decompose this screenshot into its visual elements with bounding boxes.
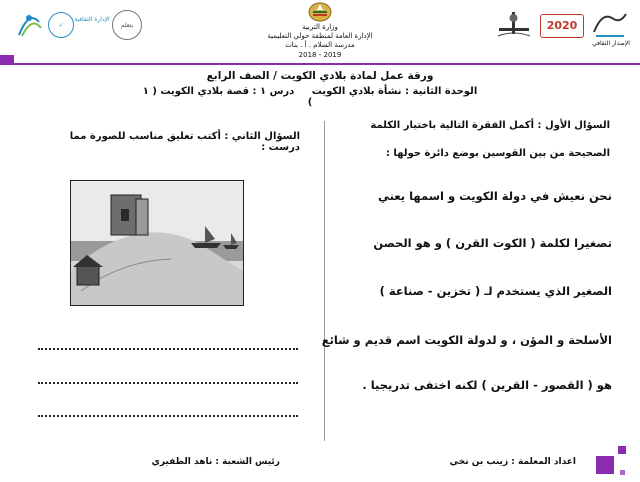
school-name: مدرسة السلام . أ . بنات [285,41,355,49]
cultural-label-right: الإصدار الثقافي [592,40,630,47]
decorative-square-tiny [620,470,625,475]
answer-line-2[interactable] [38,380,298,384]
kuwait-vision-logo [14,10,44,40]
department-head-name: رئيس الشعبة : ناهد الظفيري [151,457,280,467]
question1-line-1: نحن نعيش في دولة الكويت و اسمها يعني [377,189,612,203]
kuwait-fort-image [70,180,244,306]
question1-line-3: الصغير الذي يستخدم لـ ( تخزين - صناعة ) [379,284,612,298]
question1-subtitle: الصحيحة من بين القوسين بوضع دائرة حولها : [385,148,610,159]
unit-lesson-line [140,86,480,108]
teacher-name: اعداد المعلمة : زينب بن نخي [449,457,576,467]
year-2020-logo [540,14,584,38]
learning-label: يتعلم [120,21,134,29]
directorate-name: الإدارة العامة لمنطقة حولي التعليمية [267,32,373,40]
unit-label: الوحدة الثانية : نشأة بلادي الكويت [311,86,478,97]
question1-line-4: الأسلحة و المؤن ، و لدولة الكويت اسم قديم و شائع [321,333,612,347]
column-divider [324,121,325,441]
question2-title: السؤال الثاني : أكتب تعليق مناسب للصورة مما درست : [69,131,300,153]
tower-logo [494,8,534,44]
answer-line-3[interactable] [38,413,298,417]
answer-line-1[interactable] [38,346,298,350]
culture-logo: ✓ [48,12,74,38]
question1-line-5: هو ( القصور - القرين ) لكنه اختفى تدريجيا . [362,378,612,392]
cultural-logo-right [590,8,630,38]
question1-title: السؤال الأول : أكمل الفقرة التالية باختيار الكلمة [370,120,610,131]
school-year: 2019 - 2018 [298,51,342,59]
culture-label: الإدارة الثقافية [74,16,110,23]
header-divider [0,63,640,65]
kuwait-emblem-icon [307,0,333,22]
decorative-square-small [618,446,626,454]
ministry-name: وزارة التربية [302,23,338,31]
lesson-label: درس ١ : قصة بلادي الكويت ( ١ ) [142,86,313,108]
year-2020-label: 2020 [546,19,578,32]
question1-line-2: تصغيرا لكلمة ( الكوت القرن ) و هو الحصن [373,236,612,250]
decorative-square-large [596,456,614,474]
worksheet-title: ورقة عمل لمادة بلادي الكويت / الصف الرابع [206,70,434,82]
learning-logo [112,10,142,40]
